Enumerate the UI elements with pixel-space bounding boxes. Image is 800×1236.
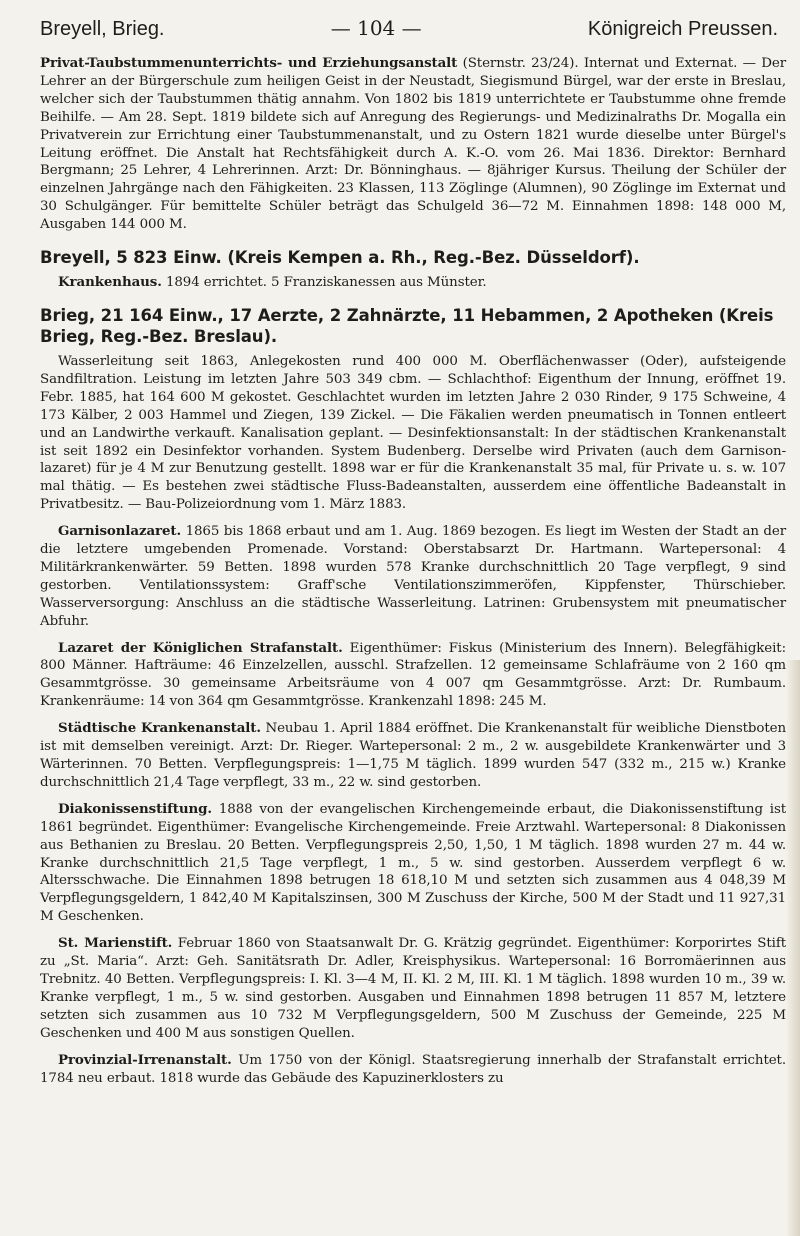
entry-diakonissenstiftung bbox=[40, 801, 786, 926]
entry-title: Krankenhaus. bbox=[58, 274, 162, 291]
entry-strafanstalt-lazaret bbox=[40, 640, 786, 712]
page-number: — 104 — bbox=[330, 16, 422, 40]
header-right: Königreich Preussen. bbox=[587, 18, 778, 40]
brieg-intro: Wasserleitung seit 1863, Anlegekosten rund 400 000 M. Oberflächenwasser (Oder), aufsteigende Sandfiltration. Leistung im letzten Jahre 503 349 cbm. — Schlachthof: Eigenthum der Innung, eröffnet 19. Febr. 1885, hat 164 600 M gekostet. Geschlachtet wurden im letzten Jahre 2 030 Rinder, 9 175 Schweine, 4 173 Kälber, 2 003 Hammel und Ziegen, 139 Zickel. — Die Fäkalien werden pneumatisch in Tonnen entleert und an Landwirthe verkauft. Kanalisation geplant. — Desinfektionsanstalt: In der städtischen Krankenanstalt ist seit 1892 ein Desinfektor vorhanden. System Budenberg. Derselbe wird Privaten (auch dem Garnison-lazaret) für je 4 M zur Benutzung gestellt. 1898 war er für die Krankenanstalt 35 mal, für Private u. s. w. 107 mal thätig. — Es bestehen zwei städtische Fluss-Badeanstalten, ausserdem eine öffentliche Badeanstalt in Privatbesitz. — Bau-Polizeiordnung vom 1. März 1883. bbox=[40, 353, 786, 513]
entry-text: 1888 von der evangelischen Kirchengemeinde erbaut, die Diakonissenstiftung ist 1861 begründet. Eigenthümer: Evangelische Kirchengemeinde. Freie Arztwahl. Wartepersonal: 8 Diakonissen aus Bethanien zu Breslau. 20 Betten. Verpflegungspreis 2,50, 1,50, 1 M täglich. 1898 wurden 27 m. 44 w. Kranke durchschnittlich 21,5 Tage verpflegt, 1 m., 5 w. sind gestorben. Ausserdem verpflegt 6 w. Altersschwache. Die Einnahmen 1898 betrugen 18 618,10 M und setzten sich zusammen aus 4 048,39 M Verpflegungsgeldern, 1 842,40 M Kapitalszinsen, 300 M Zuschuss der Kirche, 500 M der Stadt und 11 927,31 M Geschenken. bbox=[40, 801, 786, 925]
page-edge-shadow bbox=[786, 660, 800, 1236]
running-header bbox=[40, 16, 778, 41]
entry-text: Februar 1860 von Staatsanwalt Dr. G. Krätzig gegründet. Eigenthümer: Korporirtes Stift zu „St. Maria“. Arzt: Geh. Sanitätsrath Dr. Adler, Kreisphysikus. Wartepersonal: 16 Borromäerinnen aus Trebnitz. 40 Betten. Verpflegungspreis: I. Kl. 3—4 M, II. Kl. 2 M, III. Kl. 1 M täglich. 1898 wurden 10 m., 39 w. Kranke verpflegt, 1 m., 5 w. sind gestorben. Ausgaben und Einnahmen 1898 betrugen 11 857 M, letztere setzten sich zusammen aus 10 732 M Verpflegungsgeldern, 500 M Zuschuss der Gemeinde, 225 M Geschenken und 400 M aus sonstigen Quellen. bbox=[40, 936, 786, 1041]
entry-garnisonlazaret bbox=[40, 523, 786, 630]
section-heading-brieg: Brieg, 21 164 Einw., 17 Aerzte, 2 Zahnärzte, 11 Hebammen, 2 Apotheken (Kreis Brieg, Reg.-Bez. Breslau). bbox=[40, 305, 774, 346]
entry-title: Privat-Taubstummenunterrichts- und Erziehungsanstalt bbox=[40, 55, 458, 71]
entry-marienstift bbox=[40, 935, 786, 1042]
page-body bbox=[40, 55, 786, 1087]
entry-irrenanstalt bbox=[40, 1052, 786, 1088]
entry-text: 1894 errichtet. 5 Franziskanessen aus Münster. bbox=[161, 275, 487, 291]
entry-title: St. Marienstift. bbox=[58, 935, 173, 952]
entry-text: Neubau 1. April 1884 eröffnet. Die Krankenanstalt für weibliche Dienstboten ist mit demselben vereinigt. Arzt: Dr. Rieger. Wartepersonal: 2 m., 2 w. ausgebildete Krankenwärter und 3 Wärterinnen. 70 Betten. Verpflegungspreis: 1—1,75 M täglich. 1899 wurden 547 (332 m., 215 w.) Kranke durchschnittlich 21,4 Tage verpflegt, 33 m., 22 w. sind gestorben. bbox=[40, 721, 786, 790]
section-heading-breyell: Breyell, 5 823 Einw. (Kreis Kempen a. Rh., Reg.-Bez. Düsseldorf). bbox=[40, 248, 640, 268]
entry-taubstummen bbox=[40, 55, 786, 234]
entry-title: Diakonissenstiftung. bbox=[58, 800, 212, 817]
entry-title: Lazaret der Königlichen Strafanstalt. bbox=[58, 639, 343, 656]
entry-title: Städtische Krankenanstalt. bbox=[58, 720, 261, 737]
entry-text: Um 1750 von der Königl. Staatsregierung innerhalb der Strafanstalt errichtet. 1784 neu erbaut. 1818 wurde das Gebäude des Kapuzinerklosters zu bbox=[40, 1052, 786, 1086]
header-left: Breyell, Brieg. bbox=[40, 18, 165, 40]
entry-text: 1865 bis 1868 erbaut und am 1. Aug. 1869 bezogen. Es liegt im Westen der Stadt an der die letztere umgebenden Promenade. Vorstand: Oberstabsarzt Dr. Hartmann. Wartepersonal: 4 Militärkrankenwärter. 59 Betten. 1898 wurden 578 Kranke durchschnittlich 20 Tage verpflegt, 9 sind gestorben. Ventilationssystem: Graff'sche Ventilationszimmeröfen, Kippfenster, Thürschieber. Wasserversorgung: Anschluss an die städtische Wasserleitung. Latrinen: Grubensystem mit pneumatischer Abfuhr. bbox=[40, 524, 786, 629]
entry-title: Provinzial-Irrenanstalt. bbox=[58, 1051, 232, 1068]
entry-title: Garnisonlazaret. bbox=[58, 523, 182, 540]
entry-staedtische-krankenanstalt bbox=[40, 720, 786, 792]
entry-text: (Sternstr. 23/24). Internat und Externat. — Der Lehrer an der Bürgerschule zum heiligen Geist in der Neustadt, Siegismund Bürgel, war der erste in Breslau, welcher sich der Taubstummen thätig annahm. Von 1802 bis 1819 unterrichtete er Taubstumme ohne fremde Beihilfe. — Am 28. Sept. 1819 bildete sich auf Anregung des Regierungs- und Medizinalraths Dr. Mogalla ein Privatverein zur Errichtung einer Taubstummenanstalt, und zu Ostern 1821 wurde dieselbe unter Bürgel's Leitung eröffnet. Die Anstalt hat Rechtsfähigkeit durch A. K.-O. vom 26. Mai 1836. Direktor: Bernhard Bergmann; 25 Lehrer, 4 Lehrerinnen. Arzt: Dr. Bönninghaus. — 8jähriger Kursus. Theilung der Schüler der einzelnen Jahrgänge nach den Fähigkeiten. 23 Klassen, 113 Zöglinge (Alumnen), 90 Zöglinge im Externat und 30 Schulgänger. Für bemittelte Schüler beträgt das Schulgeld 36—72 M. Einnahmen 1898: 148 000 M, Ausgaben 144 000 M. bbox=[40, 56, 786, 233]
entry-krankenhaus-breyell bbox=[40, 274, 786, 292]
entry-text: Eigenthümer: Fiskus (Ministerium des Innern). Belegfähigkeit: 800 Männer. Hafträume: 46 Einzelzellen, ausschl. Strafzellen. 12 gemeinsame Schlafräume von 2 160 qm Gesammtgrösse. 30 gemeinsame Arbeitsräume von 4 007 qm Gesammtgrösse. Arzt: Dr. Rumbaum. Krankenräume: 14 von 364 qm Gesammtgrösse. Krankenzahl 1898: 245 M. bbox=[40, 640, 787, 710]
